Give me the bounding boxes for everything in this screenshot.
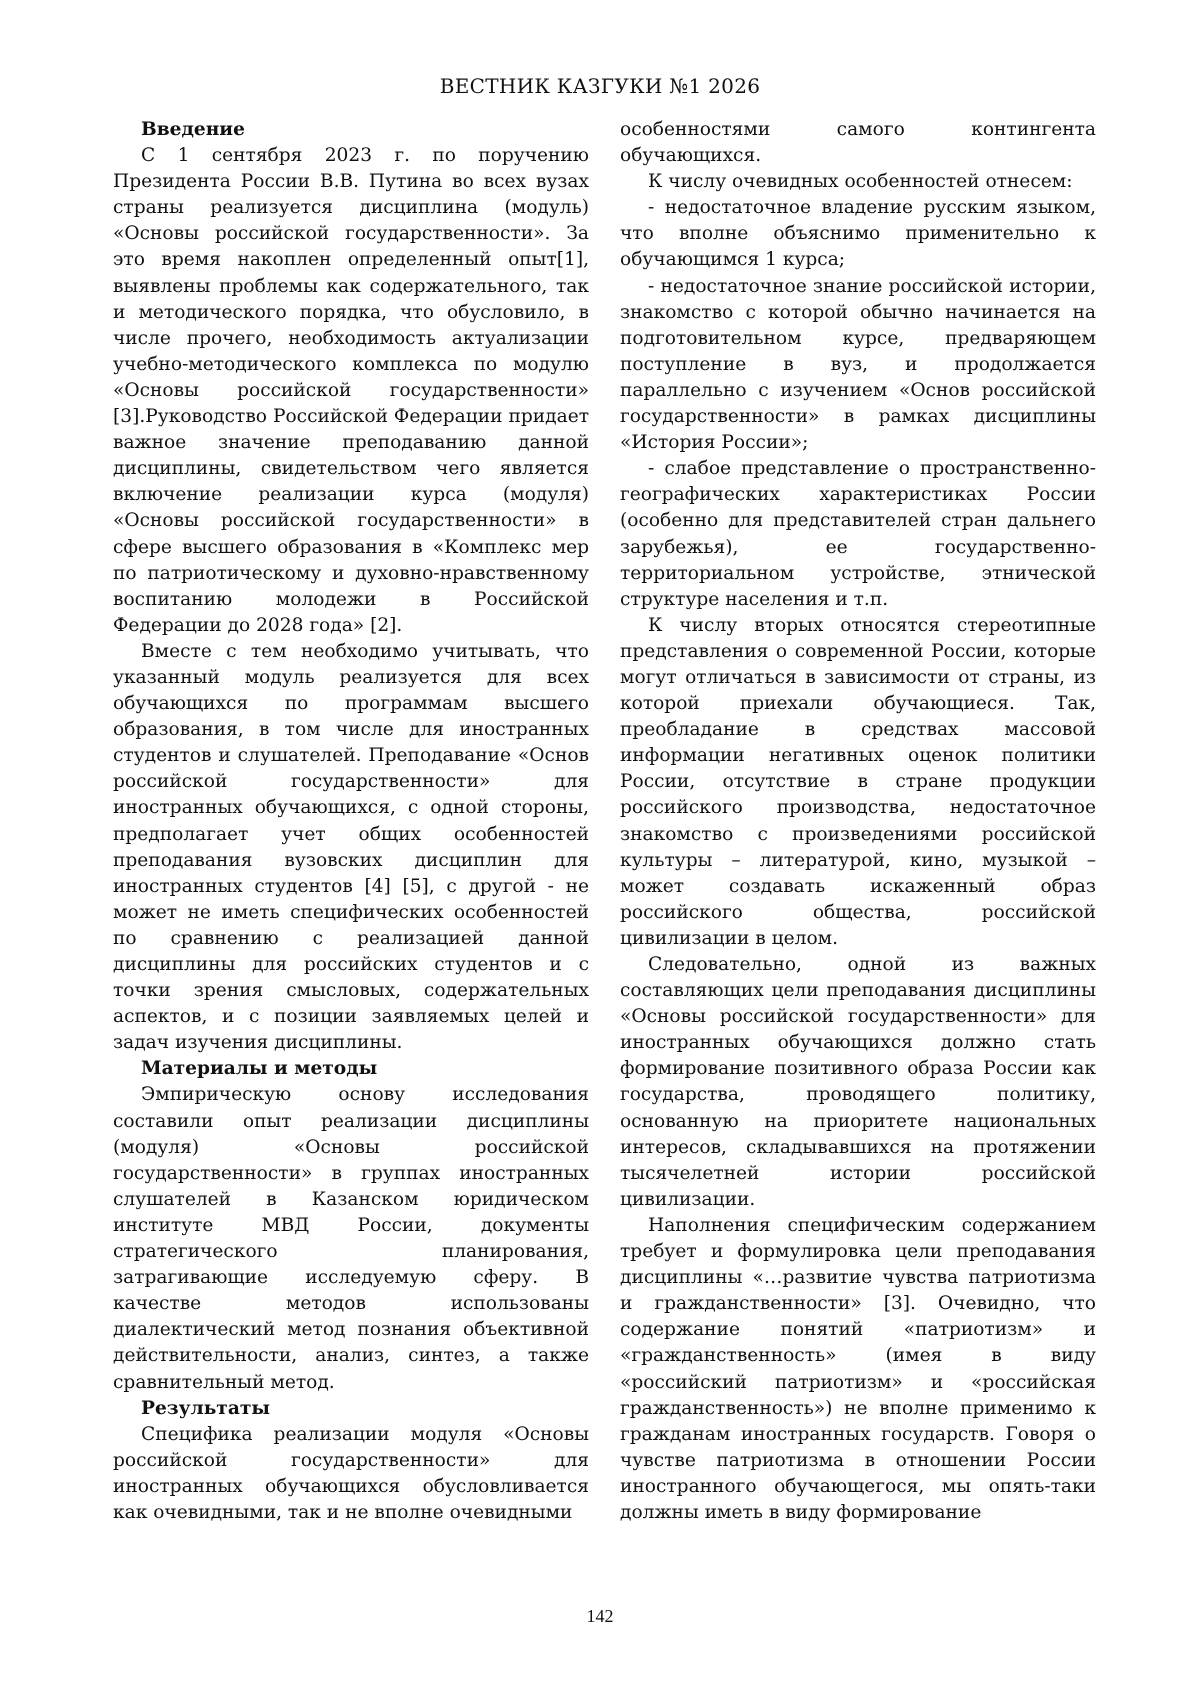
left-column	[113, 117, 589, 1526]
paragraph-consequently: Следовательно, одной из важных составляющих цели преподавания дисциплины «Основы российской государственности» для иностранных обучающихся должно стать формирование позитивного образа России как государства, проводящего политику, основанную на приоритете национальных интересов, складывавшихся на протяжении тысячелетней истории российской цивилизации.	[620, 954, 1096, 1210]
paragraph-stereotypes: К числу вторых относятся стереотипные представления о современной России, которые могут отличаться в зависимости от страны, из которой приехали обучающиеся. Так, преобладание в средствах массовой информации негативных оценок политики России, отсутствие в стране продукции российского производства, недостаточное знакомство с произведениями российской культуры – литературой, кино, музыкой – может создавать искаженный образ российского общества, российской цивилизации в целом.	[620, 614, 1096, 949]
paragraph-results-1: Специфика реализации модуля «Основы российской государственности» для иностранных обучающихся обусловливается как очевидными, так и не вполне очевидными	[113, 1423, 589, 1523]
section-heading-results: Результаты	[141, 1397, 271, 1419]
right-column	[620, 117, 1096, 1526]
paragraph-continuation: особенностями самого контингента обучающихся.	[620, 119, 1096, 167]
paragraph-intro-1: С 1 сентября 2023 г. по поручению Президента России В.В. Путина во всех вузах страны реализуется дисциплина (модуль) «Основы российской государственности». За это время накоплен определенный опыт[1], выявлены проблемы как содержательного, так и методического порядка, что обусловило, в числе прочего, необходимость актуализации учебно-методического комплекса по модулю «Основы российской государственности» [3].Руководство Российской Федерации придает важное значение преподаванию данной дисциплины, свидетельством чего является включение реализации курса (модуля) «Основы российской государственности» в сфере высшего образования в «Комплекс мер по патриотическому и духовно-нравственному воспитанию молодежи в Российской Федерации до 2028 года» [2].	[113, 145, 589, 636]
paragraph-goal-content: Наполнения специфическим содержанием требует и формулировка цели преподавания дисциплины «…развитие чувства патриотизма и гражданственности» [3]. Очевидно, что содержание понятий «патриотизм» и «гражданственность» (имея в виду «российский патриотизм» и «российская гражданственность») не вполне применимо к гражданам иностранных государств. Говоря о чувстве патриотизма в отношении России иностранного обучающегося, мы опять-таки должны иметь в виду формирование	[620, 1214, 1096, 1523]
paragraph-list-intro: К числу очевидных особенностей отнесем:	[648, 171, 1073, 193]
journal-header: ВЕСТНИК КАЗГУКИ №1 2026	[439, 74, 761, 98]
list-item-language: - недостаточное владение русским языком, что вполне объяснимо применительно к обучающимся 1 курса;	[620, 197, 1096, 271]
list-item-history: - недостаточное знание российской истории, знакомство с которой обычно начинается на подготовительном курсе, предваряющем поступление в вуз, и продолжается параллельно с изучением «Основ российской государственности» в рамках дисциплины «История России»;	[620, 275, 1096, 454]
paragraph-methods-1: Эмпирическую основу исследования составили опыт реализации дисциплины (модуля) «Основы российской государственности» в группах иностранных слушателей в Казанском юридическом институте МВД России, документы стратегического планирования, затрагивающие исследуемую сферу. В качестве методов использованы диалектический метод познания объективной действительности, анализ, синтез, а также сравнительный метод.	[113, 1084, 589, 1393]
section-heading-introduction: Введение	[141, 119, 245, 140]
paragraph-intro-2: Вместе с тем необходимо учитывать, что указанный модуль реализуется для всех обучающихся по программам высшего образования, в том числе для иностранных студентов и слушателей. Преподавание «Основ российской государственности» для иностранных обучающихся, с одной стороны, предполагает учет общих особенностей преподавания вузовских дисциплин для иностранных студентов [4] [5], с другой - не может не иметь специфических особенностей по сравнению с реализацией данной дисциплины для российских студентов и с точки зрения смысловых, содержательных аспектов, и с позиции заявляемых целей и задач изучения дисциплины.	[113, 640, 589, 1054]
section-heading-methods: Материалы и методы	[141, 1058, 378, 1080]
page-number: 142	[586, 1606, 614, 1626]
list-item-geography: - слабое представление о пространственно-географических характеристиках России (особенно для представителей стран дальнего зарубежья), ее государственно-территориальном устройстве, этнической структуре населения и т.п.	[620, 458, 1096, 610]
